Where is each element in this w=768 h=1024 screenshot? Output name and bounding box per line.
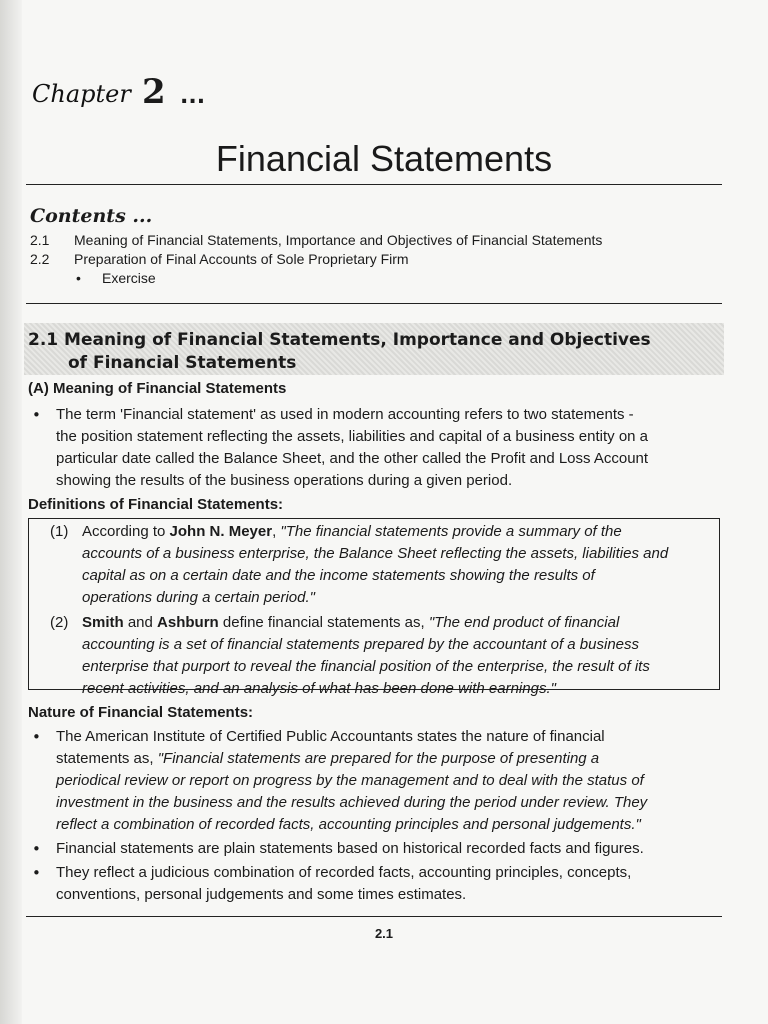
toc-item: Meaning of Financial Statements, Importance and Objectives of Financial Statements: [74, 232, 603, 248]
nature-b1-quote: "Financial statements are prepared for the purpose of presenting a: [157, 750, 600, 767]
definition-1-first-line: [82, 523, 622, 540]
nature-b1-line: [56, 750, 599, 767]
nature-b3-line: They reflect a judicious combination of recorded facts, accounting principles, concepts,: [56, 864, 632, 881]
nature-b1-plain: statements as,: [56, 750, 158, 767]
toc-item: Preparation of Final Accounts of Sole Proprietary Firm: [74, 251, 409, 267]
definition-1-intro: According to: [82, 523, 170, 540]
bullet-dot: •: [32, 840, 41, 858]
bullet-dot: •: [32, 728, 41, 746]
chapter-script-label: Chapter: [32, 80, 131, 108]
nature-heading: Nature of Financial Statements:: [28, 704, 254, 721]
nature-b2: Financial statements are plain statements based on historical recorded facts and figures.: [56, 840, 644, 857]
definition-1-quote: accounts of a business enterprise, the Balance Sheet reflecting the assets, liabilities and: [82, 545, 669, 562]
definition-2-mid: define financial statements as,: [218, 614, 429, 631]
toc-sub-item: Exercise: [102, 270, 156, 286]
nature-b1-quote: reflect a combination of recorded facts, accounting principles and personal judgements.": [56, 816, 641, 833]
section-heading-line1: 2.1 Meaning of Financial Statements, Importance and Objectives: [28, 330, 651, 350]
nature-b1-quote: investment in the business and the results achieved during the period under review. They: [56, 794, 648, 811]
definition-2-quote: enterprise that purport to reveal the financial position of the enterprise, the result of its: [82, 658, 650, 675]
meaning-line: The term 'Financial statement' as used in modern accounting refers to two statements -: [56, 406, 634, 423]
definition-2-quote: recent activities, and an analysis of what has been done with earnings.": [82, 680, 556, 697]
contents-heading: Contents ...: [30, 205, 153, 227]
chapter-number: 2: [142, 72, 166, 112]
meaning-line: showing the results of the business operations during a given period.: [56, 472, 513, 489]
definition-1-sep: ,: [272, 523, 281, 540]
definition-1-quote: capital as on a certain date and the income statements showing the results of: [82, 567, 595, 584]
definition-1-author: John N. Meyer: [169, 523, 273, 540]
toc-bullet-dot: •: [76, 270, 81, 286]
page-number: 2.1: [374, 926, 394, 941]
meaning-heading: (A) Meaning of Financial Statements: [28, 380, 287, 397]
meaning-line: particular date called the Balance Sheet, and the other called the Profit and Loss Account: [56, 450, 649, 467]
definition-2-and: and: [123, 614, 158, 631]
definitions-heading: Definitions of Financial Statements:: [28, 496, 284, 513]
nature-b3-line: conventions, personal judgements and some times estimates.: [56, 886, 467, 903]
definition-number: (2): [50, 614, 69, 631]
toc-number: 2.1: [30, 232, 50, 248]
section-heading-line2: of Financial Statements: [68, 353, 297, 373]
contents-rule: [26, 303, 722, 304]
definition-2-quote: "The end product of financial: [428, 614, 620, 631]
nature-b1-quote: periodical review or report on progress by the management and to deal with the status of: [56, 772, 644, 789]
footer-rule: [26, 916, 722, 917]
toc-number: 2.2: [30, 251, 50, 267]
definition-number: (1): [50, 523, 69, 540]
bullet-dot: •: [32, 864, 41, 882]
definition-1-quote: "The financial statements provide a summary of the: [280, 523, 622, 540]
chapter-title: Financial Statements: [215, 138, 553, 179]
meaning-line: the position statement reflecting the assets, liabilities and capital of a business entity on a: [56, 428, 649, 445]
nature-b1-line: The American Institute of Certified Public Accountants states the nature of financial: [56, 728, 605, 745]
definition-2-author2: Ashburn: [157, 614, 219, 631]
bullet-dot: •: [32, 406, 41, 424]
definition-2-first-line: [82, 614, 619, 631]
definition-1-quote: operations during a certain period.": [82, 589, 315, 606]
definition-2-author1: Smith: [82, 614, 124, 631]
chapter-dots: ...: [180, 84, 206, 109]
definition-2-quote: accounting is a set of financial statements prepared by the accountant of a business: [82, 636, 640, 653]
title-rule: [26, 184, 722, 185]
